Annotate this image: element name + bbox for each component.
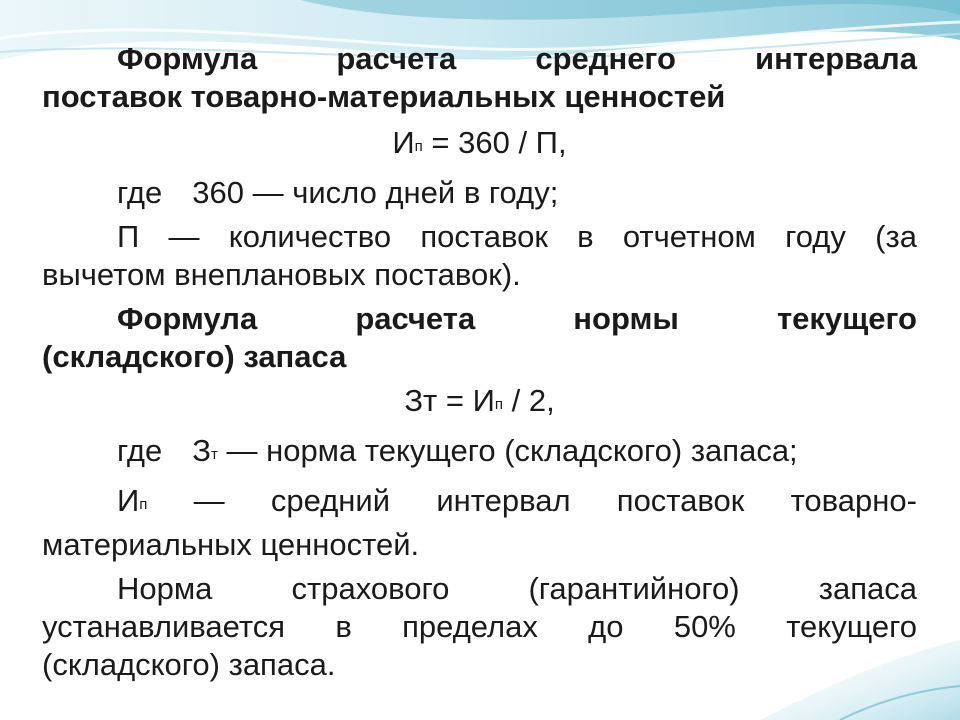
where-text: 360 — число дней в году; (192, 175, 559, 210)
word: товарно- (790, 483, 917, 518)
word: количество (228, 219, 392, 254)
word: (гарантийного) (528, 571, 740, 606)
definition-deliveries (42, 218, 917, 294)
word: 50% (673, 609, 736, 644)
paragraph-line-2 (42, 608, 917, 646)
heading-interval-formula (42, 40, 917, 116)
heading-word: расчета (336, 41, 457, 76)
definition-interval (42, 482, 917, 564)
heading-word: интервала (755, 41, 917, 76)
word: в (335, 609, 352, 644)
word: в (577, 219, 594, 254)
where-stock-norm (42, 432, 917, 476)
word: П (117, 219, 140, 254)
word: страхового (291, 571, 450, 606)
definition-line-2: материальных ценностей. (42, 527, 420, 562)
word: запаса (818, 571, 917, 606)
word: отчетном (622, 219, 756, 254)
symbol-subscript: п (139, 496, 148, 513)
formula-rhs: / 2, (502, 383, 555, 418)
heading-word: Формула (117, 301, 258, 336)
where-text: — норма текущего (складского) запаса; (217, 433, 798, 468)
word: поставок (616, 483, 745, 518)
word: — (193, 483, 225, 518)
where-symbol: З (192, 433, 211, 468)
safety-stock-paragraph (42, 570, 917, 684)
where-days (42, 174, 917, 212)
formula-rhs: = 360 / П, (422, 125, 567, 160)
symbol: И (117, 483, 140, 518)
heading-line-2: поставок товарно-материальных ценностей (42, 79, 726, 114)
word: году (785, 219, 846, 254)
heading-line-1 (42, 300, 917, 338)
formula-stock-norm (42, 382, 917, 426)
word: устанавливается (42, 609, 285, 644)
heading-line-1 (42, 40, 917, 78)
definition-line-1 (42, 482, 917, 526)
word: (за (875, 219, 917, 254)
heading-line-2: (складского) запаса (42, 339, 347, 374)
formula-subscript: п (414, 138, 423, 155)
paragraph-line-1 (42, 570, 917, 608)
formula-subscript: п (494, 396, 503, 413)
formula-lhs: Зт = И (404, 383, 495, 418)
where-subscript: т (210, 446, 218, 463)
word: — (168, 219, 200, 254)
heading-stock-norm-formula (42, 300, 917, 376)
formula-interval (42, 124, 917, 168)
where-prefix: где (117, 175, 163, 210)
formula-symbol: И (392, 125, 415, 160)
definition-line-2: вычетом внеплановых поставок). (42, 257, 521, 292)
where-prefix: где (117, 433, 163, 468)
word: Норма (117, 571, 213, 606)
word: пределах (402, 609, 538, 644)
heading-word: текущего (776, 301, 917, 336)
heading-word: нормы (573, 301, 679, 336)
word: до (588, 609, 624, 644)
definition-line-1 (42, 218, 917, 256)
definition-symbol (117, 482, 147, 526)
slide-content (42, 40, 917, 684)
word: поставок (420, 219, 548, 254)
heading-word: Формула (117, 41, 258, 76)
heading-word: среднего (535, 41, 676, 76)
word: интервал (436, 483, 571, 518)
word: текущего (786, 609, 917, 644)
word: средний (270, 483, 391, 518)
heading-word: расчета (355, 301, 476, 336)
paragraph-line-3: (складского) запаса. (42, 647, 336, 682)
